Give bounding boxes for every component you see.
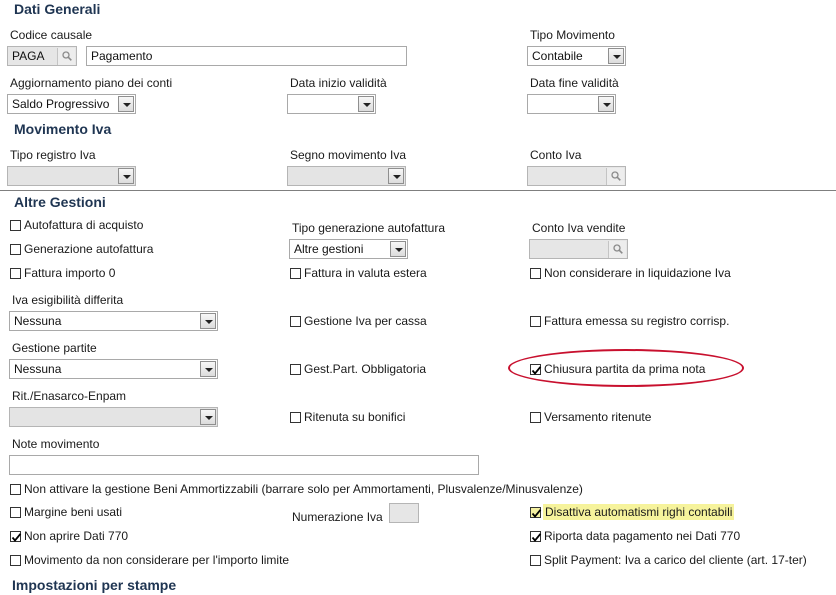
aggiornamento-label: Aggiornamento piano dei conti (10, 76, 173, 90)
gestione-partite-select[interactable] (9, 359, 218, 379)
disattiva-automatismi-checkbox[interactable] (530, 507, 541, 518)
magnifier-icon (611, 171, 621, 181)
checkmark-icon (531, 532, 542, 543)
movimento-importo-limite-checkbox[interactable] (10, 555, 21, 566)
tipo-movimento-label: Tipo Movimento (530, 28, 615, 42)
checkmark-icon (531, 508, 542, 519)
chiusura-partita-label: Chiusura partita da prima nota (544, 362, 706, 376)
chevron-down-icon (200, 361, 216, 377)
tipo-generazione-value: Altre gestioni (294, 242, 364, 256)
aggiornamento-value: Saldo Progressivo (12, 97, 110, 111)
margine-beni-usati-checkbox[interactable] (10, 507, 21, 518)
fattura-valuta-estera-checkbox[interactable] (290, 268, 301, 279)
descrizione-causale-field[interactable] (86, 46, 407, 66)
section-title-vat: Movimento Iva (14, 121, 112, 137)
segno-movimento-select[interactable] (287, 166, 406, 186)
non-aprire-770-label: Non aprire Dati 770 (24, 529, 129, 543)
movimento-importo-limite-label: Movimento da non considerare per l'importo limite (24, 553, 290, 567)
note-movimento-input[interactable] (9, 455, 479, 475)
non-aprire-770-checkbox[interactable] (10, 531, 21, 542)
descrizione-value: Pagamento (91, 49, 153, 63)
magnifier-icon (613, 244, 623, 254)
data-inizio-select[interactable] (287, 94, 376, 114)
data-fine-select[interactable] (527, 94, 616, 114)
non-attivare-beni-label: Non attivare la gestione Beni Ammortizzabili (barrare solo per Ammortamenti, Plusvalenze/Minusvalenze) (24, 482, 583, 496)
iva-esigibilita-value: Nessuna (14, 314, 62, 328)
numerazione-iva-field[interactable] (389, 503, 419, 523)
tipo-generazione-select[interactable] (289, 239, 408, 259)
chevron-down-icon (608, 48, 624, 64)
section-title-print: Impostazioni per stampe (12, 577, 177, 593)
gestione-partite-label: Gestione partite (12, 341, 97, 355)
conto-iva-field[interactable] (527, 166, 626, 186)
checkmark-icon (11, 532, 22, 543)
codice-lookup-button[interactable] (57, 48, 75, 65)
split-payment-label: Split Payment: Iva a carico del cliente (art. 17-ter) (544, 553, 807, 567)
non-attivare-beni-checkbox[interactable] (10, 484, 21, 495)
numerazione-iva-label: Numerazione Iva (292, 510, 383, 524)
section-title-other: Altre Gestioni (14, 194, 106, 210)
generazione-autofattura-checkbox[interactable] (10, 244, 21, 255)
fattura-emessa-corrisp-label: Fattura emessa su registro corrisp. (544, 314, 730, 328)
rit-enasarco-label: Rit./Enasarco-Enpam (12, 389, 127, 403)
margine-beni-usati-label: Margine beni usati (24, 505, 123, 519)
data-fine-label: Data fine validità (530, 76, 619, 90)
fattura-importo-0-label: Fattura importo 0 (24, 266, 116, 280)
section-title-general: Dati Generali (14, 1, 101, 17)
codice-causale-value: PAGA (12, 49, 45, 63)
section-divider (0, 190, 836, 191)
tipo-registro-label: Tipo registro Iva (10, 148, 96, 162)
chevron-down-icon (200, 409, 216, 425)
segno-movimento-label: Segno movimento Iva (290, 148, 407, 162)
chevron-down-icon (118, 168, 134, 184)
chevron-down-icon (388, 168, 404, 184)
chevron-down-icon (598, 96, 614, 112)
versamento-ritenute-label: Versamento ritenute (544, 410, 652, 424)
conto-iva-label: Conto Iva (530, 148, 582, 162)
autofattura-acquisto-checkbox[interactable] (10, 220, 21, 231)
iva-esigibilita-label: Iva esigibilità differita (12, 293, 124, 307)
fattura-valuta-estera-label: Fattura in valuta estera (304, 266, 427, 280)
split-payment-checkbox[interactable] (530, 555, 541, 566)
tipo-generazione-label: Tipo generazione autofattura (292, 221, 445, 235)
gestione-iva-cassa-label: Gestione Iva per cassa (304, 314, 427, 328)
autofattura-acquisto-label: Autofattura di acquisto (24, 218, 144, 232)
generazione-autofattura-label: Generazione autofattura (24, 242, 154, 256)
chiusura-partita-checkbox[interactable] (530, 364, 541, 375)
tipo-movimento-value: Contabile (532, 49, 583, 63)
aggiornamento-select[interactable] (7, 94, 136, 114)
checkmark-icon (531, 365, 542, 376)
riporta-data-770-label: Riporta data pagamento nei Dati 770 (544, 529, 741, 543)
conto-iva-vendite-label: Conto Iva vendite (532, 221, 626, 235)
fattura-importo-0-checkbox[interactable] (10, 268, 21, 279)
tipo-registro-select[interactable] (7, 166, 136, 186)
note-movimento-label: Note movimento (12, 437, 100, 451)
riporta-data-770-checkbox[interactable] (530, 531, 541, 542)
conto-iva-lookup-button[interactable] (606, 168, 624, 185)
data-inizio-label: Data inizio validità (290, 76, 387, 90)
ritenuta-bonifici-checkbox[interactable] (290, 412, 301, 423)
gest-part-obbligatoria-label: Gest.Part. Obbligatoria (304, 362, 427, 376)
non-considerare-liquidazione-checkbox[interactable] (530, 268, 541, 279)
rit-enasarco-select[interactable] (9, 407, 218, 427)
chevron-down-icon (118, 96, 134, 112)
conto-vendite-lookup-button[interactable] (608, 241, 626, 258)
non-considerare-liquidazione-label: Non considerare in liquidazione Iva (544, 266, 731, 280)
codice-causale-label: Codice causale (10, 28, 93, 42)
tipo-movimento-select[interactable] (527, 46, 626, 66)
gestione-partite-value: Nessuna (14, 362, 62, 376)
gestione-iva-cassa-checkbox[interactable] (290, 316, 301, 327)
codice-causale-field[interactable] (7, 46, 77, 66)
disattiva-automatismi-label: Disattiva automatismi righi contabili (545, 505, 733, 519)
gest-part-obbligatoria-checkbox[interactable] (290, 364, 301, 375)
chevron-down-icon (358, 96, 374, 112)
conto-iva-vendite-field[interactable] (529, 239, 628, 259)
ritenuta-bonifici-label: Ritenuta su bonifici (304, 410, 406, 424)
chevron-down-icon (200, 313, 216, 329)
versamento-ritenute-checkbox[interactable] (530, 412, 541, 423)
iva-esigibilita-select[interactable] (9, 311, 218, 331)
magnifier-icon (62, 51, 72, 61)
chevron-down-icon (390, 241, 406, 257)
fattura-emessa-corrisp-checkbox[interactable] (530, 316, 541, 327)
